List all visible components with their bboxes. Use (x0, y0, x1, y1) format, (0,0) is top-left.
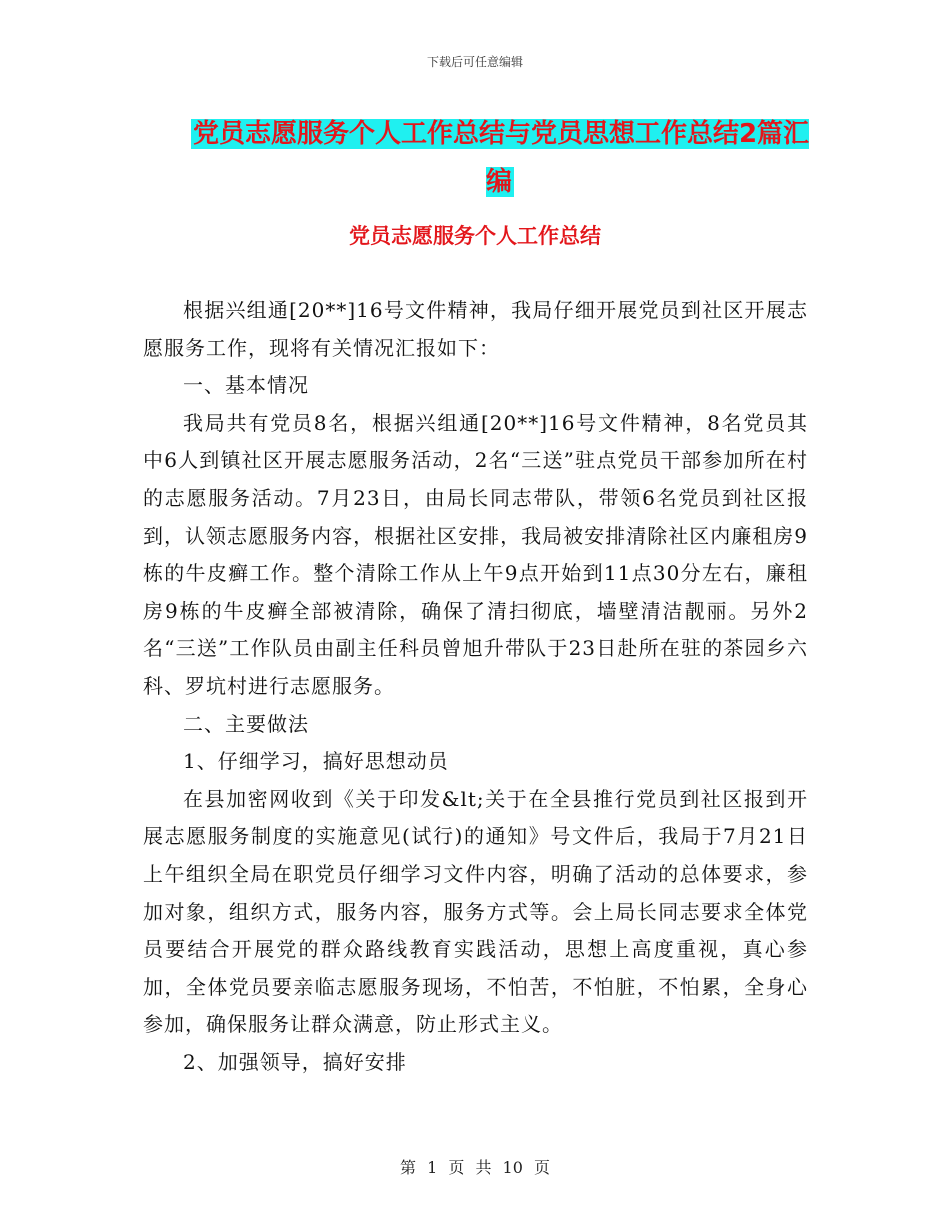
page-header-note: 下载后可任意编辑 (426, 55, 523, 69)
section-heading: 一、基本情况 (183, 373, 309, 398)
subsection-heading: 1、仔细学习，搞好思想动员 (183, 749, 449, 774)
document-title-text: 党员志愿服务个人工作总结与党员思想工作总结2篇汇编 (192, 119, 810, 197)
section-title: 党员志愿服务个人工作总结 (349, 224, 601, 248)
paragraph: 我局共有党员8名，根据兴组通[20**]16号文件精神，8名党员其中6人到镇社区开展志愿服务活动，2名“三送”驻点党员干部参加所在村的志愿服务活动。7月23日，由局长同志带队，带领6名党员到社区报到，认领志愿服务内容，根据社区安排，我局被安排清除社区内廉租房9栋的牛皮癣工作。整个清除工作从上午9点开始到11点30分左右，廉租房9栋的牛皮癣全部被清除，确保了清扫彻底，墙壁清洁靓丽。另外2名“三送”工作队员由副主任科员曾旭升带队于23日赴所在驻的茶园乡六科、罗坑村进行志愿服务。 (143, 410, 808, 698)
section-heading: 二、主要做法 (183, 711, 309, 736)
page-number-footer: 第 1 页 共 10 页 (400, 1158, 550, 1177)
subsection-heading: 2、加强领导，搞好安排 (183, 1049, 407, 1074)
document-title (190, 110, 810, 206)
document-body (143, 292, 808, 1081)
paragraph: 根据兴组通[20**]16号文件精神，我局仔细开展党员到社区开展志愿服务工作，现将有关情况汇报如下： (143, 298, 808, 360)
paragraph: 在县加密网收到《关于印发&lt;关于在全县推行党员到社区报到开展志愿服务制度的实施意见(试行)的通知》号文件后，我局于7月21日上午组织全局在职党员仔细学习文件内容，明确了活动的总体要求，参加对象，组织方式，服务内容，服务方式等。会上局长同志要求全体党员要结合开展党的群众路线教育实践活动，思想上高度重视，真心参加，全体党员要亲临志愿服务现场，不怕苦，不怕脏，不怕累，全身心参加，确保服务让群众满意，防止形式主义。 (143, 786, 808, 1037)
